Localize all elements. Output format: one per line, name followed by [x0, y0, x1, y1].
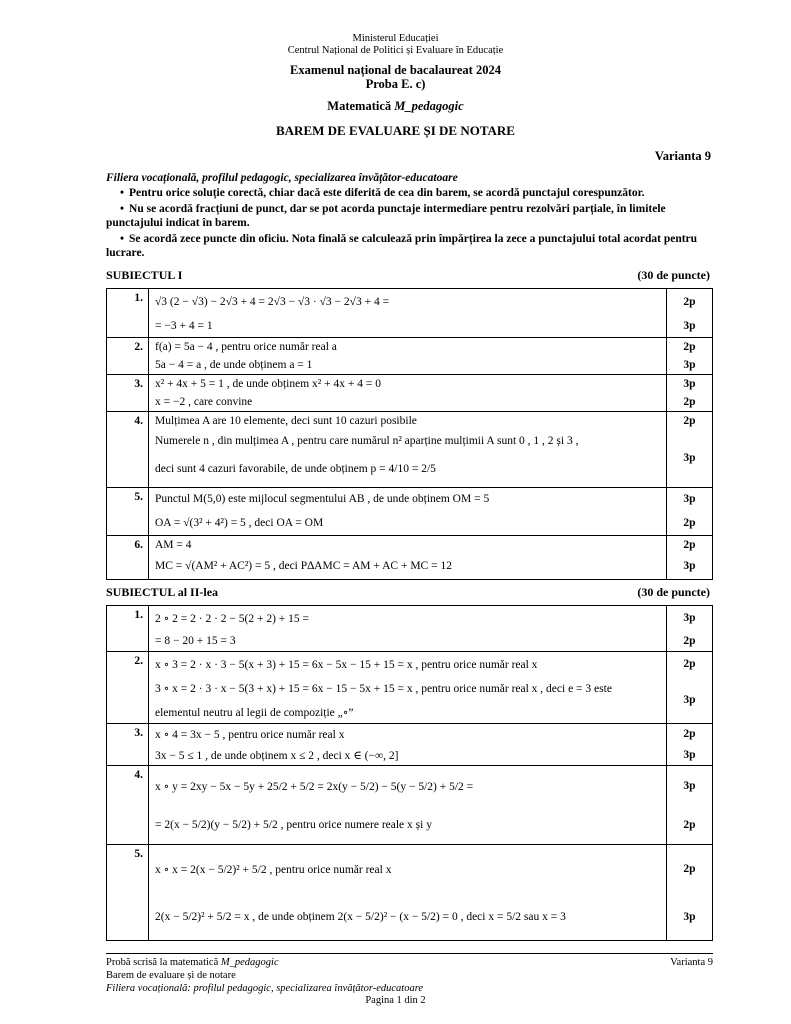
footer-variant: Varianta 9: [670, 957, 713, 968]
points-cell: [667, 289, 713, 338]
bullet-text: Nu se acordă fracțiuni de punct, dar se pot acorda punctaje intermediare pentru rezolvări parțiale, în limitele punctajului indicat în barem.: [106, 203, 666, 229]
points-value: 3p: [683, 780, 696, 792]
item-number: 1.: [107, 289, 149, 338]
item-number: 4.: [107, 412, 149, 488]
solution-line: x² + 4x + 5 = 1 , de unde obținem x² + 4x + 4 = 0: [155, 378, 381, 390]
points-value: 2p: [683, 516, 696, 529]
points-value: 3p: [683, 452, 696, 464]
footer-line1: [106, 957, 713, 970]
solution-cell: [149, 536, 667, 580]
item-number: 6.: [107, 536, 149, 580]
subiect1-table: [106, 288, 713, 580]
instruction-bullet: [106, 202, 710, 230]
item-number: 2.: [107, 652, 149, 724]
solution-line: MC = √(AM² + AC²) = 5 , deci P∆AMC = AM + AC + MC = 12: [155, 560, 452, 572]
solution-cell: [149, 375, 667, 412]
subiect2-title: SUBIECTUL al II-lea: [106, 585, 219, 599]
proba-title: Proba E. c): [365, 77, 426, 91]
points-cell: [667, 412, 713, 488]
solution-cell: [149, 412, 667, 488]
points-value: 2p: [683, 728, 696, 740]
solution-line: OA = √(3² + 4²) = 5 , deci OA = OM: [155, 516, 324, 529]
solution-line: elementul neutru al legii de compoziție „∘”: [155, 706, 354, 719]
solution-line: x ∘ 3 = 2 · x · 3 − 5(x + 3) + 15 = 6x − 5x − 15 + 15 = x , pentru orice număr real x: [155, 659, 538, 671]
variant-label: Varianta 9: [654, 149, 711, 163]
solution-line: = 8 − 20 + 15 = 3: [155, 634, 236, 647]
instruction-bullet: [106, 232, 710, 260]
item-number: 4.: [107, 766, 149, 845]
points-cell: [667, 606, 713, 652]
solution-cell: [149, 652, 667, 724]
footer-prefix: Probă scrisă la matematică: [106, 957, 221, 968]
subiect1-points: (30 de puncte): [637, 268, 710, 282]
points-value: 3p: [683, 378, 696, 390]
bullet-icon: •: [120, 203, 125, 215]
solution-line: 3x − 5 ≤ 1 , de unde obținem x ≤ 2 , deci x ∈ (−∞, 2]: [155, 749, 399, 762]
table-row: [107, 766, 713, 845]
solution-line: = 2(x − 5/2)(y − 5/2) + 5/2 , pentru orice numere reale x și y: [155, 819, 432, 831]
bullet-icon: •: [120, 233, 125, 245]
solution-cell: [149, 289, 667, 338]
points-value: 2p: [683, 634, 696, 647]
footer-divider: [106, 953, 713, 954]
table-row: [107, 289, 713, 338]
subiect1-header: [106, 268, 710, 283]
points-value: 2p: [683, 863, 696, 875]
points-cell: [667, 488, 713, 536]
points-cell: [667, 375, 713, 412]
points-value: 3p: [683, 612, 696, 624]
solution-line: 2 ∘ 2 = 2 · 2 · 2 − 5(2 + 2) + 15 =: [155, 613, 310, 625]
subiect2-header: [106, 585, 710, 600]
points-value: 3p: [683, 748, 696, 761]
points-value: 3p: [683, 493, 696, 505]
page-number: Pagina 1 din 2: [365, 995, 426, 1006]
points-value: 3p: [683, 359, 696, 371]
solution-cell: [149, 338, 667, 375]
solution-line: x ∘ x = 2(x − 5/2)² + 5/2 , pentru orice număr real x: [155, 864, 392, 876]
item-number: 2.: [107, 338, 149, 375]
points-cell: [667, 536, 713, 580]
solution-line: x ∘ y = 2xy − 5x − 5y + 25/2 + 5/2 = 2x(y − 5/2) − 5(y − 5/2) + 5/2 =: [155, 781, 474, 793]
subject-title: [0, 99, 791, 114]
filiera-text: Filiera vocațională, profilul pedagogic, specializarea învățător-educatoare: [106, 172, 458, 184]
points-value: 3p: [683, 560, 696, 572]
footer-line3: Filiera vocațională: profilul pedagogic, specializarea învățător-educatoare: [106, 983, 424, 994]
points-cell: [667, 338, 713, 375]
solution-line: √3 (2 − √3) − 2√3 + 4 = 2√3 − √3 · √3 − 2√3 + 4 =: [155, 296, 390, 308]
bullet-text: Pentru orice soluție corectă, chiar dacă este diferită de cea din barem, se acordă punctajul corespunzător.: [129, 187, 645, 199]
bullet-text: Se acordă zece puncte din oficiu. Nota finală se calculează prin împărțirea la zece a punctajului total acordat pentru lucrare.: [106, 233, 698, 259]
instruction-bullet: [106, 186, 710, 200]
ministry-name: Ministerul Educației: [352, 33, 439, 44]
table-row: [107, 845, 713, 941]
barem-title: BAREM DE EVALUARE ȘI DE NOTARE: [276, 123, 515, 138]
item-number: 5.: [107, 488, 149, 536]
item-number: 5.: [107, 845, 149, 941]
points-cell: [667, 652, 713, 724]
table-row: [107, 375, 713, 412]
solution-line: 5a − 4 = a , de unde obținem a = 1: [155, 359, 313, 371]
table-row: [107, 536, 713, 580]
solution-line: x = −2 , care convine: [155, 396, 253, 408]
item-number: 3.: [107, 375, 149, 412]
solution-line: f(a) = 5a − 4 , pentru orice număr real a: [155, 341, 337, 353]
solution-line: 3 ∘ x = 2 · 3 · x − 5(3 + x) + 15 = 6x − 15 − 5x + 15 = x , pentru orice număr real x , deci e = 3 este: [155, 683, 612, 695]
table-row: [107, 652, 713, 724]
item-number: 3.: [107, 724, 149, 766]
points-cell: [667, 724, 713, 766]
solution-cell: [149, 606, 667, 652]
solution-line: = −3 + 4 = 1: [155, 320, 213, 332]
points-value: 2p: [683, 415, 696, 427]
table-row: [107, 338, 713, 375]
points-value: 2p: [683, 538, 696, 551]
table-row: [107, 412, 713, 488]
table-row: [107, 724, 713, 766]
solution-line: x ∘ 4 = 3x − 5 , pentru orice număr real x: [155, 729, 345, 741]
subiect2-points: (30 de puncte): [637, 585, 710, 599]
solution-line: Numerele n , din mulțimea A , pentru care numărul n² aparține mulțimii A sunt 0 , 1 , 2 și 3 ,: [155, 435, 579, 447]
solution-cell: [149, 845, 667, 941]
solution-cell: [149, 724, 667, 766]
exam-title: Examenul național de bacalaureat 2024: [290, 63, 501, 77]
points-value: 3p: [683, 320, 696, 332]
footer-line2: Barem de evaluare și de notare: [106, 970, 236, 981]
center-name: Centrul Național de Politici și Evaluare în Educație: [287, 45, 504, 56]
points-value: 3p: [683, 693, 696, 706]
solution-cell: [149, 766, 667, 845]
subiect1-title: SUBIECTUL I: [106, 268, 183, 282]
table-row: [107, 606, 713, 652]
solution-line: Punctul M(5,0) este mijlocul segmentului AB , de unde obținem OM = 5: [155, 493, 490, 505]
bullet-icon: •: [120, 187, 125, 199]
points-value: 3p: [683, 910, 696, 923]
points-cell: [667, 766, 713, 845]
points-value: 2p: [683, 819, 696, 831]
table-row: [107, 488, 713, 536]
points-value: 2p: [683, 658, 696, 670]
points-value: 2p: [683, 341, 696, 353]
points-cell: [667, 845, 713, 941]
points-value: 2p: [683, 296, 696, 308]
solution-line: deci sunt 4 cazuri favorabile, de unde obținem p = 4/10 = 2/5: [155, 463, 436, 475]
subject-prefix: Matematică: [327, 99, 395, 113]
solution-cell: [149, 488, 667, 536]
points-value: 2p: [683, 396, 696, 408]
subject-profile: M_pedagogic: [394, 99, 464, 113]
item-number: 1.: [107, 606, 149, 652]
solution-line: AM = 4: [155, 538, 192, 551]
footer-profile: M_pedagogic: [220, 957, 279, 968]
solution-line: Mulțimea A are 10 elemente, deci sunt 10 cazuri posibile: [155, 415, 417, 427]
subiect2-table: [106, 605, 713, 941]
solution-line: 2(x − 5/2)² + 5/2 = x , de unde obținem 2(x − 5/2)² − (x − 5/2) = 0 , deci x = 5/2 sau x = 3: [155, 910, 566, 923]
